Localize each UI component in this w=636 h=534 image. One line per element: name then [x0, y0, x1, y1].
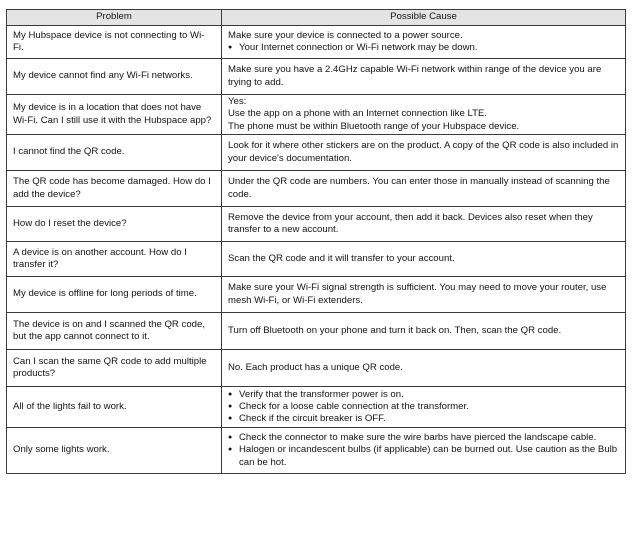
cause-cell: [222, 135, 626, 171]
problem-cell: I cannot find the QR code.: [7, 135, 222, 171]
cause-line: Make sure your device is connected to a power source.: [228, 29, 463, 41]
cause-line: Turn off Bluetooth on your phone and turn it back on. Then, scan the QR code.: [228, 324, 562, 336]
header-problem: Problem: [7, 10, 222, 26]
table-row: [7, 313, 626, 350]
table-row: [7, 59, 626, 95]
table-row: [7, 207, 626, 242]
problem-cell: A device is on another account. How do I transfer it?: [7, 242, 222, 277]
problem-cell: My Hubspace device is not connecting to Wi-Fi.: [7, 26, 222, 59]
header-row: [7, 10, 626, 26]
cause-line: Look for it where other stickers are on the product. A copy of the QR code is also included in your device's documentation.: [228, 140, 619, 164]
cause-line: Remove the device from your account, then add it back. Devices also reset when they transfer to a new account.: [228, 211, 593, 235]
cause-line: Make sure you have a 2.4GHz capable Wi-Fi network within range of the device you are trying to add.: [228, 64, 602, 88]
cause-bullet: ● Check the connector to make sure the wire barbs have pierced the landscape cable.: [228, 432, 619, 444]
cause-line: No. Each product has a unique QR code.: [228, 361, 403, 373]
cause-cell: [222, 350, 626, 387]
table-row: [7, 135, 626, 171]
table-row: [7, 428, 626, 474]
cause-bullet: ● Your Internet connection or Wi-Fi network may be down.: [228, 42, 619, 54]
cause-cell: [222, 242, 626, 277]
table-row: [7, 171, 626, 207]
problem-cell: Only some lights work.: [7, 428, 222, 474]
table-row: [7, 242, 626, 277]
cause-cell: [222, 207, 626, 242]
cause-line: The phone must be within Bluetooth range of your Hubspace device.: [228, 120, 520, 132]
cause-line: Scan the QR code and it will transfer to your account.: [228, 252, 455, 264]
table-row: [7, 350, 626, 387]
cause-cell: [222, 95, 626, 135]
problem-cell: The QR code has become damaged. How do I add the device?: [7, 171, 222, 207]
problem-cell: My device is in a location that does not have Wi-Fi. Can I still use it with the Hubspace app?: [7, 95, 222, 135]
cause-bullet: ● Halogen or incandescent bulbs (if applicable) can be burned out. Use caution as the Bulb can be hot.: [228, 444, 619, 469]
cause-bullet: ● Check for a loose cable connection at the transformer.: [228, 401, 619, 413]
cause-cell: [222, 277, 626, 313]
header-possible-cause: Possible Cause: [222, 10, 626, 26]
cause-line: Make sure your Wi-Fi signal strength is sufficient. You may need to move your router, use mesh Wi-Fi, or Wi-Fi extenders.: [228, 282, 607, 306]
cause-cell: [222, 387, 626, 428]
problem-cell: My device cannot find any Wi-Fi networks.: [7, 59, 222, 95]
table-row: [7, 95, 626, 135]
table-body: [7, 26, 626, 474]
problem-cell: How do I reset the device?: [7, 207, 222, 242]
problem-cell: All of the lights fail to work.: [7, 387, 222, 428]
problem-cell: Can I scan the same QR code to add multiple products?: [7, 350, 222, 387]
cause-line: Under the QR code are numbers. You can enter those in manually instead of scanning the code.: [228, 176, 610, 200]
cause-cell: [222, 171, 626, 207]
cause-cell: [222, 313, 626, 350]
troubleshooting-table: [6, 9, 626, 474]
table-row: [7, 277, 626, 313]
table-row: [7, 387, 626, 428]
cause-line: Yes:: [228, 96, 247, 108]
cause-bullet: ● Check if the circuit breaker is OFF.: [228, 413, 619, 425]
problem-cell: The device is on and I scanned the QR code, but the app cannot connect to it.: [7, 313, 222, 350]
cause-cell: [222, 26, 626, 59]
problem-cell: My device is offline for long periods of time.: [7, 277, 222, 313]
cause-cell: [222, 59, 626, 95]
cause-line: Use the app on a phone with an Internet connection like LTE.: [228, 108, 488, 120]
table-row: [7, 26, 626, 59]
cause-cell: [222, 428, 626, 474]
cause-bullet: ● Verify that the transformer power is on.: [228, 389, 619, 401]
